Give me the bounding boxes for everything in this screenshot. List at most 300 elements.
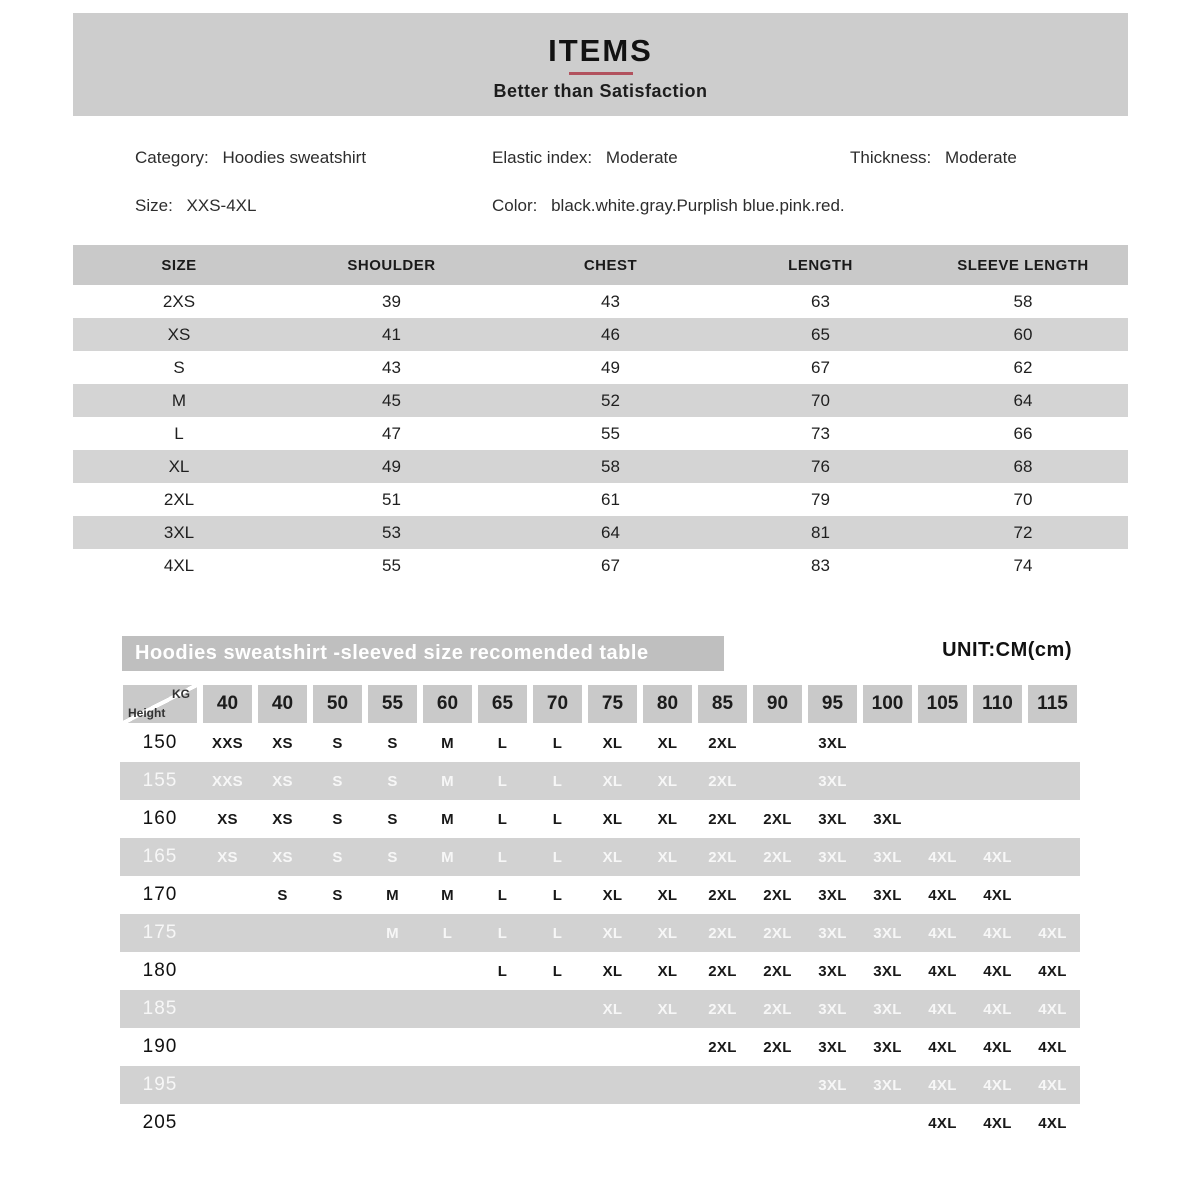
measurement-cell: 66 [1013, 423, 1033, 443]
recommended-size-cell: S [332, 886, 343, 904]
recommended-size-cell: XS [272, 848, 293, 866]
recommended-size-cell: L [552, 962, 563, 980]
recommended-size-cell [255, 1028, 310, 1066]
recommended-size-cell: L [552, 810, 563, 828]
recommended-size-cell [530, 1104, 585, 1142]
recommended-size-cell: 4XL [1038, 924, 1067, 942]
height-row-label: 195 [142, 1074, 178, 1095]
header-banner [73, 13, 1128, 116]
recommended-size-cell [365, 1104, 420, 1142]
size-table-row [73, 285, 1128, 318]
recommended-size-cell [200, 876, 255, 914]
size-recommend-table [120, 684, 1080, 1142]
recommended-size-cell [365, 1066, 420, 1104]
recommended-size-cell: 3XL [873, 1076, 902, 1094]
recommended-size-cell: 4XL [1038, 962, 1067, 980]
recommended-size-cell: XS [272, 810, 293, 828]
recommended-size-cell: 4XL [928, 924, 957, 942]
recommended-size-cell: S [387, 848, 398, 866]
size-table-row [73, 417, 1128, 450]
recommended-size-cell [915, 762, 970, 800]
recommended-size-cell: 2XL [708, 734, 737, 752]
measurement-cell: 67 [601, 555, 620, 575]
recommended-size-cell [310, 990, 365, 1028]
size-cell: M [171, 390, 187, 410]
color-options-info [492, 196, 845, 216]
recommended-size-cell: 3XL [873, 810, 902, 828]
recommended-size-cell: M [386, 924, 399, 942]
recommended-size-cell: L [497, 810, 508, 828]
recommended-size-cell [420, 952, 475, 990]
measurement-cell: 70 [811, 390, 830, 410]
category-value: Hoodies sweatshirt [222, 148, 367, 167]
elastic-index-value: Moderate [605, 148, 678, 167]
recommended-size-cell: XL [602, 886, 623, 904]
recommended-size-cell: 4XL [928, 962, 957, 980]
recommended-size-cell [255, 990, 310, 1028]
recommended-size-cell: M [441, 848, 454, 866]
recommended-size-cell: S [387, 734, 398, 752]
weight-column-header: 40 [258, 685, 307, 723]
recommended-size-cell [310, 1066, 365, 1104]
recommended-size-cell [1025, 762, 1080, 800]
recommended-size-cell: L [552, 772, 563, 790]
measurement-cell: 70 [1013, 489, 1033, 509]
recommended-size-cell: XL [602, 962, 623, 980]
recommended-size-cell: 2XL [708, 1000, 737, 1018]
recommended-size-cell: XL [602, 772, 623, 790]
size-table-row [73, 549, 1128, 582]
recommended-size-cell [310, 914, 365, 952]
color-options-label: Color: [492, 196, 538, 215]
recommended-size-cell [200, 1066, 255, 1104]
weight-column-header: 110 [973, 685, 1022, 723]
recommended-size-cell: 2XL [763, 1000, 792, 1018]
recommended-size-cell: 3XL [818, 772, 847, 790]
measurement-cell: 79 [811, 489, 830, 509]
recommended-size-cell [365, 952, 420, 990]
recommended-size-cell [420, 1028, 475, 1066]
recommended-size-cell [1025, 838, 1080, 876]
measurement-cell: 43 [382, 357, 401, 377]
height-row-label: 160 [142, 808, 178, 829]
recommended-size-cell: XS [272, 734, 293, 752]
size-table-row [73, 351, 1128, 384]
size-cell: 4XL [163, 555, 195, 575]
recommended-size-cell: XL [657, 734, 678, 752]
size-table-row [73, 450, 1128, 483]
recommended-size-cell: XS [217, 810, 238, 828]
recommended-size-cell [585, 1066, 640, 1104]
size-cell: 2XL [163, 489, 195, 509]
recommended-size-cell: 4XL [1038, 1000, 1067, 1018]
recommended-size-cell: 2XL [708, 924, 737, 942]
measurement-cell: 74 [1013, 555, 1033, 575]
recommended-size-cell [255, 914, 310, 952]
height-row-label: 170 [142, 884, 178, 905]
recommended-size-cell [475, 1066, 530, 1104]
recommended-size-cell [860, 1104, 915, 1142]
recommended-size-cell [420, 1104, 475, 1142]
measurement-cell: 83 [811, 555, 830, 575]
measurement-cell: 67 [811, 357, 830, 377]
recommended-size-cell [310, 1028, 365, 1066]
recommended-size-cell [1025, 724, 1080, 762]
recommended-size-cell [475, 990, 530, 1028]
recommended-size-cell: 2XL [708, 886, 737, 904]
weight-column-header: 100 [863, 685, 912, 723]
measurement-cell: 51 [382, 489, 401, 509]
measurement-cell: 49 [382, 456, 401, 476]
size-cell: L [174, 423, 184, 443]
brand-slogan: Better than Satisfaction [493, 81, 708, 102]
weight-column-header: 80 [643, 685, 692, 723]
category-info [135, 148, 366, 168]
recommended-size-cell: 2XL [708, 962, 737, 980]
recommended-size-cell: S [332, 848, 343, 866]
recommended-size-cell [475, 1028, 530, 1066]
kg-height-corner-cell [123, 685, 197, 723]
measurement-cell: 81 [811, 522, 830, 542]
recommended-size-cell: 4XL [983, 1114, 1012, 1132]
measurement-cell: 55 [601, 423, 620, 443]
measurement-cell: 61 [601, 489, 620, 509]
size-table-body [73, 285, 1128, 582]
recommended-size-cell [750, 724, 805, 762]
measurement-cell: 76 [811, 456, 830, 476]
weight-column-header: 60 [423, 685, 472, 723]
weight-column-header: 50 [313, 685, 362, 723]
measurement-cell: 39 [382, 291, 401, 311]
recommended-size-cell: 4XL [983, 924, 1012, 942]
recommended-size-cell: 2XL [763, 848, 792, 866]
measurement-cell: 64 [1013, 390, 1033, 410]
recommended-size-cell: XL [657, 772, 678, 790]
recommended-size-cell [255, 1104, 310, 1142]
recommended-size-cell: S [277, 886, 288, 904]
measurement-cell: 62 [1013, 357, 1033, 377]
recommended-size-cell [1025, 800, 1080, 838]
recommended-size-cell [475, 1104, 530, 1142]
color-options-value: black.white.gray.Purplish blue.pink.red. [551, 196, 845, 215]
recommended-size-cell [530, 1066, 585, 1104]
measurement-cell: 65 [811, 324, 830, 344]
weight-column-header: 95 [808, 685, 857, 723]
recommended-size-cell [750, 1066, 805, 1104]
recommended-size-cell: L [497, 924, 508, 942]
recommended-size-cell [750, 762, 805, 800]
recommended-size-cell [310, 952, 365, 990]
measurement-cell: 72 [1013, 522, 1033, 542]
recommend-table-title: Hoodies sweatshirt -sleeved size recomended table [135, 642, 649, 664]
weight-column-header: 40 [203, 685, 252, 723]
recommended-size-cell [365, 990, 420, 1028]
recommended-size-cell [255, 1066, 310, 1104]
weight-column-header: 70 [533, 685, 582, 723]
recommend-table-body [120, 724, 1080, 1142]
recommended-size-cell: M [386, 886, 399, 904]
recommended-size-cell [1025, 876, 1080, 914]
recommended-size-cell: 2XL [708, 848, 737, 866]
measurement-cell: 58 [1013, 291, 1033, 311]
recommended-size-cell: 4XL [928, 1076, 957, 1094]
recommended-size-cell: 2XL [708, 810, 737, 828]
recommended-size-cell: 3XL [873, 1000, 902, 1018]
recommended-size-cell: M [441, 734, 454, 752]
recommended-size-cell: L [497, 962, 508, 980]
measurement-cell: 58 [601, 456, 620, 476]
measurement-cell: 49 [601, 357, 620, 377]
recommended-size-cell [310, 1104, 365, 1142]
height-row-label: 205 [142, 1112, 178, 1133]
recommend-table-row [120, 876, 1080, 914]
measurement-cell: 41 [382, 324, 401, 344]
recommended-size-cell: 4XL [983, 1000, 1012, 1018]
recommend-table-row [120, 952, 1080, 990]
recommended-size-cell [200, 914, 255, 952]
recommended-size-cell: 2XL [708, 772, 737, 790]
recommended-size-cell: 4XL [928, 1038, 957, 1056]
height-row-label: 175 [142, 922, 178, 943]
height-row-label: 190 [142, 1036, 178, 1057]
recommended-size-cell: XL [657, 810, 678, 828]
thickness-label: Thickness: [850, 148, 932, 167]
measurement-cell: 43 [601, 291, 620, 311]
recommended-size-cell [695, 1104, 750, 1142]
recommended-size-cell: XL [602, 1000, 623, 1018]
height-axis-label: Height [128, 706, 166, 720]
recommended-size-cell: S [332, 810, 343, 828]
recommended-size-cell: 3XL [818, 734, 847, 752]
recommended-size-cell: M [441, 772, 454, 790]
recommend-table-row [120, 914, 1080, 952]
recommended-size-cell: L [497, 772, 508, 790]
recommended-size-cell: 3XL [818, 848, 847, 866]
recommended-size-cell [420, 990, 475, 1028]
recommended-size-cell: S [332, 734, 343, 752]
recommended-size-cell: S [332, 772, 343, 790]
recommended-size-cell [915, 724, 970, 762]
recommended-size-cell: 2XL [763, 886, 792, 904]
size-table-row [73, 516, 1128, 549]
recommended-size-cell: 4XL [1038, 1076, 1067, 1094]
recommended-size-cell: M [441, 886, 454, 904]
recommended-size-cell: 3XL [873, 924, 902, 942]
height-row-label: 180 [142, 960, 178, 981]
measurement-cell: 52 [601, 390, 620, 410]
measurement-cell: 47 [382, 423, 401, 443]
recommend-table-row [120, 724, 1080, 762]
recommended-size-cell: 4XL [983, 1038, 1012, 1056]
recommended-size-cell: 3XL [818, 1000, 847, 1018]
size-table-row [73, 318, 1128, 351]
recommended-size-cell: XS [272, 772, 293, 790]
recommended-size-cell: XL [657, 924, 678, 942]
recommended-size-cell: M [441, 810, 454, 828]
thickness-value: Moderate [944, 148, 1017, 167]
size-table-column-header: LENGTH [788, 256, 853, 274]
measurement-cell: 45 [382, 390, 401, 410]
recommended-size-cell: XS [217, 848, 238, 866]
recommend-table-row [120, 990, 1080, 1028]
size-cell: XL [168, 456, 190, 476]
recommended-size-cell: L [497, 886, 508, 904]
size-table-column-header: SHOULDER [347, 256, 436, 274]
recommended-size-cell: L [552, 848, 563, 866]
recommended-size-cell [420, 1066, 475, 1104]
weight-column-header: 105 [918, 685, 967, 723]
recommended-size-cell: L [552, 924, 563, 942]
recommended-size-cell: S [387, 772, 398, 790]
recommended-size-cell: 4XL [928, 1000, 957, 1018]
recommended-size-cell [200, 952, 255, 990]
recommended-size-cell [585, 1104, 640, 1142]
recommended-size-cell: S [387, 810, 398, 828]
recommended-size-cell: 4XL [1038, 1114, 1067, 1132]
recommended-size-cell: XXS [212, 734, 243, 752]
weight-column-header: 65 [478, 685, 527, 723]
recommended-size-cell: 4XL [928, 848, 957, 866]
recommended-size-cell: 4XL [983, 848, 1012, 866]
size-cell: XS [167, 324, 191, 344]
recommended-size-cell: 3XL [873, 1038, 902, 1056]
recommended-size-cell [530, 1028, 585, 1066]
recommended-size-cell: 2XL [763, 962, 792, 980]
recommended-size-cell: XL [657, 848, 678, 866]
recommended-size-cell: 2XL [708, 1038, 737, 1056]
recommended-size-cell [200, 1104, 255, 1142]
recommended-size-cell [805, 1104, 860, 1142]
size-cell: 2XS [162, 291, 196, 311]
size-measurements-table [73, 245, 1128, 582]
size-table-row [73, 384, 1128, 417]
recommended-size-cell: 3XL [818, 1038, 847, 1056]
recommended-size-cell: 3XL [818, 886, 847, 904]
recommended-size-cell [860, 724, 915, 762]
recommended-size-cell [750, 1104, 805, 1142]
recommend-table-titlebar [122, 636, 724, 671]
recommended-size-cell: 2XL [763, 1038, 792, 1056]
size-table-column-header: CHEST [583, 256, 638, 274]
recommended-size-cell: 2XL [763, 924, 792, 942]
recommended-size-cell [640, 1028, 695, 1066]
recommended-size-cell: XL [657, 962, 678, 980]
height-row-label: 150 [142, 732, 178, 753]
height-row-label: 165 [142, 846, 178, 867]
unit-note: UNIT:CM(cm) [942, 639, 1072, 661]
recommended-size-cell: 3XL [818, 1076, 847, 1094]
recommended-size-cell [255, 952, 310, 990]
recommended-size-cell: XL [602, 734, 623, 752]
size-cell: 3XL [163, 522, 195, 542]
recommended-size-cell [915, 800, 970, 838]
recommended-size-cell [200, 990, 255, 1028]
measurement-cell: 60 [1013, 324, 1033, 344]
recommended-size-cell: 4XL [983, 886, 1012, 904]
size-range-label: Size: [135, 196, 173, 215]
recommended-size-cell [640, 1104, 695, 1142]
recommended-size-cell: L [442, 924, 453, 942]
measurement-cell: 68 [1013, 456, 1033, 476]
recommended-size-cell [365, 1028, 420, 1066]
size-table-column-header: SIZE [161, 256, 197, 274]
recommended-size-cell: 3XL [873, 886, 902, 904]
kg-axis-label: KG [172, 687, 190, 701]
recommended-size-cell: 2XL [763, 810, 792, 828]
recommended-size-cell: 3XL [818, 962, 847, 980]
recommended-size-cell [970, 724, 1025, 762]
recommend-table-row [120, 1066, 1080, 1104]
title-underline-accent [569, 72, 633, 75]
recommended-size-cell: 3XL [818, 810, 847, 828]
size-table-column-header: SLEEVE LENGTH [957, 256, 1089, 274]
recommended-size-cell [860, 762, 915, 800]
recommended-size-cell: 4XL [983, 1076, 1012, 1094]
thickness-info [850, 148, 1017, 168]
recommended-size-cell: 3XL [873, 848, 902, 866]
elastic-index-label: Elastic index: [492, 148, 593, 167]
recommended-size-cell [970, 762, 1025, 800]
recommend-table-header-row [120, 684, 1080, 724]
recommended-size-cell: XXS [212, 772, 243, 790]
measurement-cell: 64 [601, 522, 620, 542]
recommended-size-cell: 3XL [873, 962, 902, 980]
brand-title: ITEMS [548, 33, 653, 68]
recommended-size-cell: XL [602, 810, 623, 828]
recommended-size-cell [640, 1066, 695, 1104]
recommended-size-cell: L [497, 734, 508, 752]
weight-column-header: 55 [368, 685, 417, 723]
recommend-table-row [120, 838, 1080, 876]
recommended-size-cell: 4XL [983, 962, 1012, 980]
recommended-size-cell: L [497, 848, 508, 866]
recommended-size-cell [200, 1028, 255, 1066]
weight-column-header: 75 [588, 685, 637, 723]
measurement-cell: 46 [601, 324, 620, 344]
recommended-size-cell [970, 800, 1025, 838]
size-table-row [73, 483, 1128, 516]
recommended-size-cell [530, 990, 585, 1028]
measurement-cell: 63 [811, 291, 830, 311]
recommend-table-row [120, 762, 1080, 800]
size-table-header-row [73, 245, 1128, 285]
recommended-size-cell: XL [602, 924, 623, 942]
recommended-size-cell: XL [657, 886, 678, 904]
size-range-info [135, 196, 256, 216]
weight-column-header: 115 [1028, 685, 1077, 723]
size-range-value: XXS-4XL [186, 196, 257, 215]
size-cell: S [173, 357, 185, 377]
elastic-index-info [492, 148, 678, 168]
recommended-size-cell: 4XL [1038, 1038, 1067, 1056]
recommended-size-cell: 4XL [928, 886, 957, 904]
recommended-size-cell [695, 1066, 750, 1104]
recommend-table-row [120, 1028, 1080, 1066]
height-row-label: 155 [142, 770, 178, 791]
measurement-cell: 73 [811, 423, 830, 443]
recommended-size-cell: 3XL [818, 924, 847, 942]
recommended-size-cell: L [552, 886, 563, 904]
recommended-size-cell: XL [657, 1000, 678, 1018]
weight-column-header: 90 [753, 685, 802, 723]
height-row-label: 185 [142, 998, 178, 1019]
weight-column-header: 85 [698, 685, 747, 723]
recommend-table-row [120, 1104, 1080, 1142]
category-label: Category: [135, 148, 209, 167]
recommended-size-cell: 4XL [928, 1114, 957, 1132]
recommended-size-cell: L [552, 734, 563, 752]
measurement-cell: 55 [382, 555, 401, 575]
